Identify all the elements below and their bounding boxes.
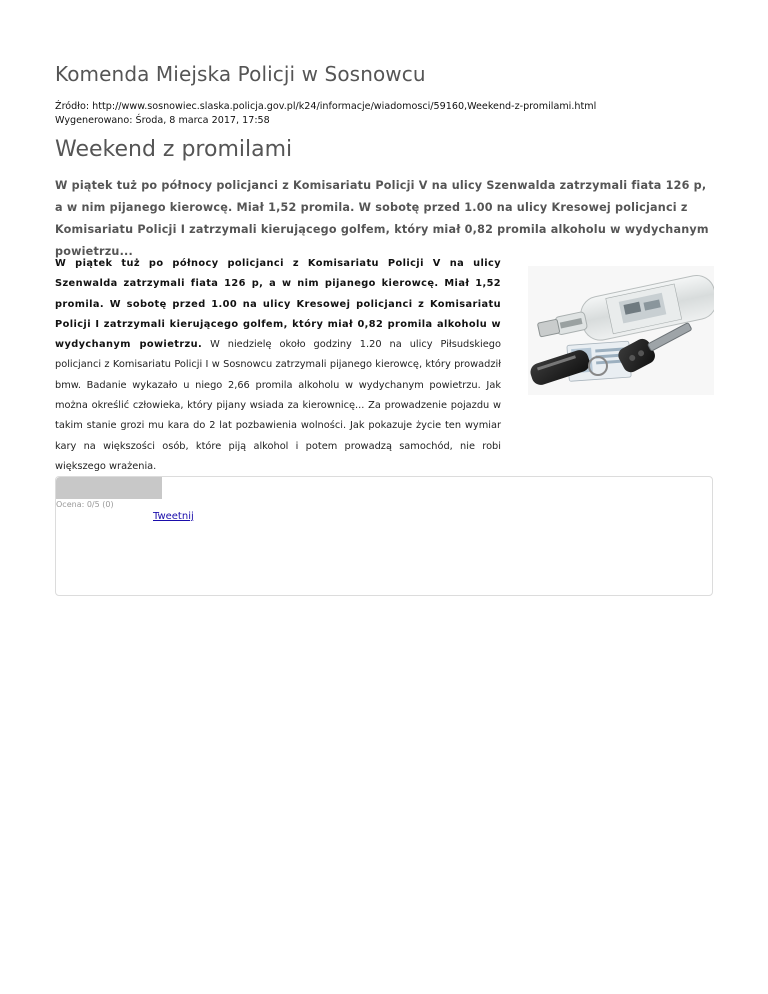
article-body-bold: W piątek tuż po północy policjanci z Komisariatu Policji V na ulicy Szenwalda zatrzymali fiata 126 p, a w nim pijanego kierowcę. Miał 1,52 promila. W sobotę przed 1.00 na ulicy Kresowej policjanci z Komisariatu Policji I zatrzymali kierującego golfem, który miał 0,82 promila alkoholu w wydychanym powietrzu. — [55, 258, 501, 351]
tweet-link[interactable]: Tweetnij — [153, 511, 194, 522]
rating-stars-bar[interactable] — [56, 477, 162, 499]
article-body — [55, 254, 501, 477]
generated-line: Wygenerowano: Środa, 8 marca 2017, 17:58 — [55, 115, 270, 126]
source-line: Źródło: http://www.sosnowiec.slaska.policja.gov.pl/k24/informacje/wiadomosci/59160,Weekend-z-promilami.html — [55, 101, 597, 112]
article-body-regular: W niedzielę około godziny 1.20 na ulicy Piłsudskiego policjanci z Komisariatu Policji I w Sosnowcu zatrzymali pijanego kierowcę, który prowadził bmw. Badanie wykazało u niego 2,66 promila alkoholu w wydychanym powietrzu. Jak można określić człowieka, który pijany wsiada za kierownicę... Za prowadzenie pojazdu w takim stanie grozi mu kara do 2 lat pozbawienia wolności. Jak pokazuje życie ten wymiar kary na większości osób, które piją alkohol i potem prowadzą samochód, nie robi większego wrażenia. — [55, 339, 501, 472]
meta-info — [55, 100, 596, 128]
rating-box — [55, 476, 713, 596]
bottle-keys-photo-icon — [528, 266, 714, 395]
article-title: Weekend z promilami — [55, 137, 293, 162]
article-photo — [528, 266, 714, 395]
site-title: Komenda Miejska Policji w Sosnowcu — [55, 62, 426, 86]
article-lead: W piątek tuż po północy policjanci z Komisariatu Policji V na ulicy Szenwalda zatrzymali fiata 126 p, a w nim pijanego kierowcę. Miał 1,52 promila. W sobotę przed 1.00 na ulicy Kresowej policjanci z Komisariatu Policji I zatrzymali kierującego golfem, który miał 0,82 promila alkoholu w wydychanym powietrzu... — [55, 179, 709, 258]
rating-text: Ocena: 0/5 (0) — [56, 500, 114, 509]
